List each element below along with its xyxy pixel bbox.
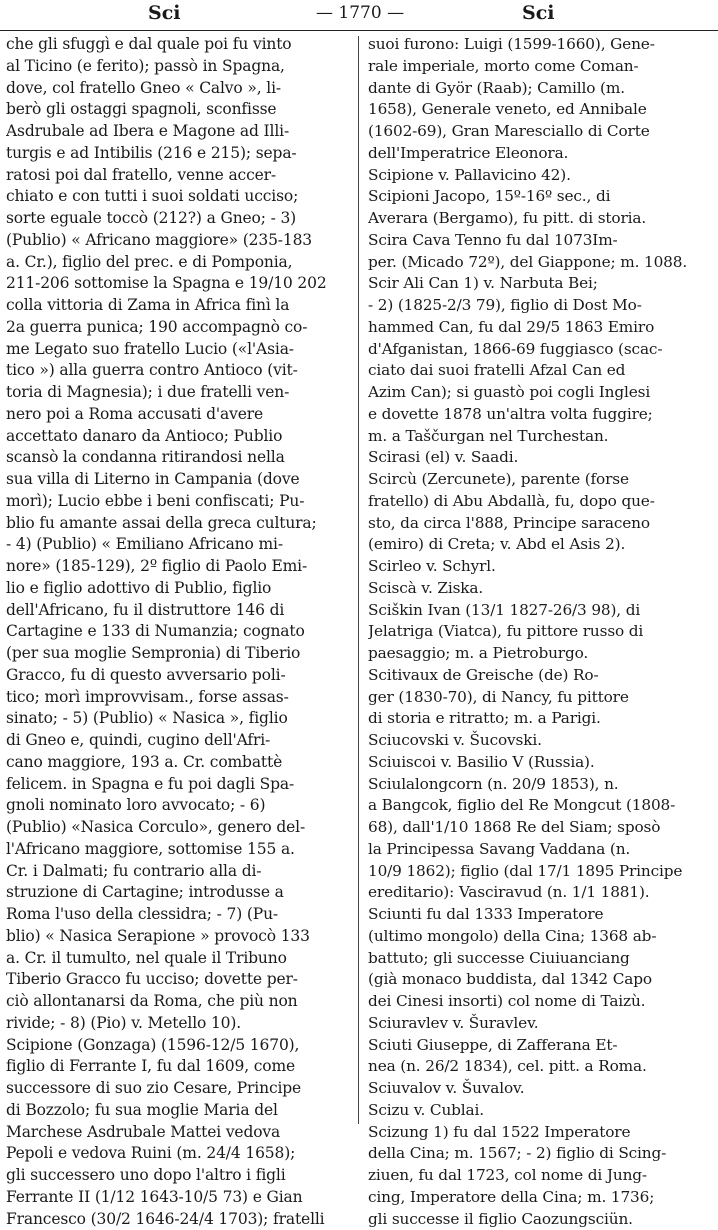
text-line: dove, col fratello Gneo « Calvo », li- xyxy=(6,78,350,100)
text-line: rivide; - 8) (Pio) v. Metello 10). xyxy=(6,1013,350,1035)
text-line: cing, Imperatore della Cina; m. 1736; xyxy=(368,1187,708,1209)
text-line: dell'Africano, fu il distruttore 146 di xyxy=(6,600,350,622)
left-column xyxy=(6,34,350,1230)
text-line: dei Cinesi insorti) col nome di Taizù. xyxy=(368,991,708,1013)
text-line: 2a guerra punica; 190 accompagnò co- xyxy=(6,317,350,339)
text-line: 211-206 sottomise la Spagna e 19/10 202 xyxy=(6,273,350,295)
text-line: figlio di Ferrante I, fu dal 1609, come xyxy=(6,1056,350,1078)
text-line: berò gli ostaggi spagnoli, sconfisse xyxy=(6,99,350,121)
text-line: a. Cr.), figlio del prec. e di Pomponia, xyxy=(6,252,350,274)
text-line: dell'Imperatrice Eleonora. xyxy=(368,143,708,165)
running-headword-right: Sci xyxy=(522,2,555,24)
text-line: Scizung 1) fu dal 1522 Imperatore xyxy=(368,1122,708,1144)
text-line: Cartagine e 133 di Numanzia; cognato xyxy=(6,621,350,643)
text-line: Tiberio Gracco fu ucciso; dovette per- xyxy=(6,969,350,991)
text-line: della Cina; m. 1567; - 2) figlio di Scing- xyxy=(368,1143,708,1165)
text-line: Scizu v. Cublai. xyxy=(368,1100,708,1122)
text-line: Cr. i Dalmati; fu contrario alla di- xyxy=(6,861,350,883)
text-line: battuto; gli successe Ciuiuanciang xyxy=(368,948,708,970)
text-line: Scitivaux de Greische (de) Ro- xyxy=(368,665,708,687)
text-line: Sciuti Giuseppe, di Zafferana Et- xyxy=(368,1035,708,1057)
text-line: che gli sfuggì e dal quale poi fu vinto xyxy=(6,34,350,56)
text-line: Sciuravlev v. Šuravlev. xyxy=(368,1013,708,1035)
text-line: gli successe il figlio Caozungsciün. xyxy=(368,1209,708,1230)
text-line: (Publio) «Nasica Corculo», genero del- xyxy=(6,817,350,839)
page-number: — 1770 — xyxy=(316,3,404,23)
text-line: paesaggio; m. a Pietroburgo. xyxy=(368,643,708,665)
text-line: a Bangcok, figlio del Re Mongcut (1808- xyxy=(368,795,708,817)
text-line: chiato e con tutti i suoi soldati ucciso; xyxy=(6,186,350,208)
text-line: turgis e ad Intibilis (216 e 215); sepa- xyxy=(6,143,350,165)
text-line: (ultimo mongolo) della Cina; 1368 ab- xyxy=(368,926,708,948)
text-line: Sciškin Ivan (13/1 1827-26/3 98), di xyxy=(368,600,708,622)
text-line: la Principessa Savang Vaddana (n. xyxy=(368,839,708,861)
text-line: nea (n. 26/2 1834), cel. pitt. a Roma. xyxy=(368,1056,708,1078)
text-line: Roma l'uso della clessidra; - 7) (Pu- xyxy=(6,904,350,926)
running-headword-left: Sci xyxy=(148,2,181,24)
text-line: (Publio) « Africano maggiore» (235-183 xyxy=(6,230,350,252)
text-line: struzione di Cartagine; introdusse a xyxy=(6,882,350,904)
text-line: d'Afganistan, 1866-69 fuggiasco (scac- xyxy=(368,339,708,361)
text-line: nore» (185-129), 2º figlio di Paolo Emi- xyxy=(6,556,350,578)
text-line: Scir Ali Can 1) v. Narbuta Bei; xyxy=(368,273,708,295)
text-line: per. (Micado 72º), del Giappone; m. 1088. xyxy=(368,252,708,274)
text-line: al Ticino (e ferito); passò in Spagna, xyxy=(6,56,350,78)
text-line: (per sua moglie Sempronia) di Tiberio xyxy=(6,643,350,665)
text-line: sorte eguale toccò (212?) a Gneo; - 3) xyxy=(6,208,350,230)
text-line: toria di Magnesia); i due fratelli ven- xyxy=(6,382,350,404)
text-line: Averara (Bergamo), fu pitt. di storia. xyxy=(368,208,708,230)
text-line: di Gneo e, quindi, cugino dell'Afri- xyxy=(6,730,350,752)
text-line: Sciuvalov v. Šuvalov. xyxy=(368,1078,708,1100)
text-line: colla vittoria di Zama in Africa finì la xyxy=(6,295,350,317)
text-line: Marchese Asdrubale Mattei vedova xyxy=(6,1122,350,1144)
text-line: ratosi poi dal fratello, venne accer- xyxy=(6,165,350,187)
text-line: Sciunti fu dal 1333 Imperatore xyxy=(368,904,708,926)
text-line: 68), dall'1/10 1868 Re del Siam; sposò xyxy=(368,817,708,839)
text-line: sto, da circa l'888, Principe saraceno xyxy=(368,513,708,535)
text-line: cano maggiore, 193 a. Cr. combattè xyxy=(6,752,350,774)
text-line: Scira Cava Tenno fu dal 1073Im- xyxy=(368,230,708,252)
text-line: blio fu amante assai della greca cultura; xyxy=(6,513,350,535)
text-line: Francesco (30/2 1646-24/4 1703); fratelli xyxy=(6,1209,350,1230)
text-line: Jelatriga (Viatca), fu pittore russo di xyxy=(368,621,708,643)
text-line: felicem. in Spagna e fu poi dagli Spa- xyxy=(6,774,350,796)
text-line: 1658), Generale veneto, ed Annibale xyxy=(368,99,708,121)
text-line: Sciulalongcorn (n. 20/9 1853), n. xyxy=(368,774,708,796)
text-line: rale imperiale, morto come Coman- xyxy=(368,56,708,78)
text-line: di storia e ritratto; m. a Parigi. xyxy=(368,708,708,730)
text-line: Sciscà v. Ziska. xyxy=(368,578,708,600)
text-line: successore di suo zio Cesare, Principe xyxy=(6,1078,350,1100)
text-line: Scipione v. Pallavicino 42). xyxy=(368,165,708,187)
text-line: - 2) (1825-2/3 79), figlio di Dost Mo- xyxy=(368,295,708,317)
text-line: fratello) di Abu Abdallà, fu, dopo que- xyxy=(368,491,708,513)
text-line: (già monaco buddista, dal 1342 Capo xyxy=(368,969,708,991)
text-line: dante di Györ (Raab); Camillo (m. xyxy=(368,78,708,100)
text-line: sua villa di Literno in Campania (dove xyxy=(6,469,350,491)
text-line: Scirleo v. Schyrl. xyxy=(368,556,708,578)
text-line: sinato; - 5) (Publio) « Nasica », figlio xyxy=(6,708,350,730)
text-line: - 4) (Publio) « Emiliano Africano mi- xyxy=(6,534,350,556)
text-line: lio e figlio adottivo di Publio, figlio xyxy=(6,578,350,600)
text-line: gli successero uno dopo l'altro i figli xyxy=(6,1165,350,1187)
text-line: ciò allontanarsi da Roma, che più non xyxy=(6,991,350,1013)
text-line: ziuen, fu dal 1723, col nome di Jung- xyxy=(368,1165,708,1187)
text-line: Sciucovski v. Šucovski. xyxy=(368,730,708,752)
text-line: morì); Lucio ebbe i beni confiscati; Pu- xyxy=(6,491,350,513)
text-line: nero poi a Roma accusati d'avere xyxy=(6,404,350,426)
text-line: di Bozzolo; fu sua moglie Maria del xyxy=(6,1100,350,1122)
text-line: (emiro) di Creta; v. Abd el Asis 2). xyxy=(368,534,708,556)
text-line: (1602-69), Gran Maresciallo di Corte xyxy=(368,121,708,143)
text-line: Sciuiscoi v. Basilio V (Russia). xyxy=(368,752,708,774)
text-line: blio) « Nasica Serapione » provocò 133 xyxy=(6,926,350,948)
text-line: me Legato suo fratello Lucio («l'Asia- xyxy=(6,339,350,361)
text-line: suoi furono: Luigi (1599-1660), Gene- xyxy=(368,34,708,56)
column-divider xyxy=(358,36,359,1124)
text-line: m. a Taščurgan nel Turchestan. xyxy=(368,426,708,448)
text-line: ereditario): Vasciravud (n. 1/1 1881). xyxy=(368,882,708,904)
text-line: tico; morì improvvisam., forse assas- xyxy=(6,687,350,709)
text-line: gnoli nominato loro avvocato; - 6) xyxy=(6,795,350,817)
text-line: e dovette 1878 un'altra volta fuggire; xyxy=(368,404,708,426)
text-line: Ferrante II (1/12 1643-10/5 73) e Gian xyxy=(6,1187,350,1209)
text-line: l'Africano maggiore, sottomise 155 a. xyxy=(6,839,350,861)
text-line: ger (1830-70), di Nancy, fu pittore xyxy=(368,687,708,709)
right-column xyxy=(368,34,708,1230)
page-header xyxy=(0,0,718,31)
text-line: Scipione (Gonzaga) (1596-12/5 1670), xyxy=(6,1035,350,1057)
text-line: ciato dai suoi fratelli Afzal Can ed xyxy=(368,360,708,382)
text-line: Azim Can); si guastò poi cogli Inglesi xyxy=(368,382,708,404)
text-line: 10/9 1862); figlio (dal 17/1 1895 Principe xyxy=(368,861,708,883)
text-line: Scirasi (el) v. Saadi. xyxy=(368,447,708,469)
text-line: Gracco, fu di questo avversario poli- xyxy=(6,665,350,687)
text-line: Asdrubale ad Ibera e Magone ad Illi- xyxy=(6,121,350,143)
text-line: tico ») alla guerra contro Antioco (vit- xyxy=(6,360,350,382)
text-line: Scircù (Zercunete), parente (forse xyxy=(368,469,708,491)
text-line: Pepoli e vedova Ruini (m. 24/4 1658); xyxy=(6,1143,350,1165)
text-line: accettato danaro da Antioco; Publio xyxy=(6,426,350,448)
text-line: Scipioni Jacopo, 15º-16º sec., di xyxy=(368,186,708,208)
text-line: a. Cr. il tumulto, nel quale il Tribuno xyxy=(6,948,350,970)
text-line: hammed Can, fu dal 29/5 1863 Emiro xyxy=(368,317,708,339)
text-line: scansò la condanna ritirandosi nella xyxy=(6,447,350,469)
